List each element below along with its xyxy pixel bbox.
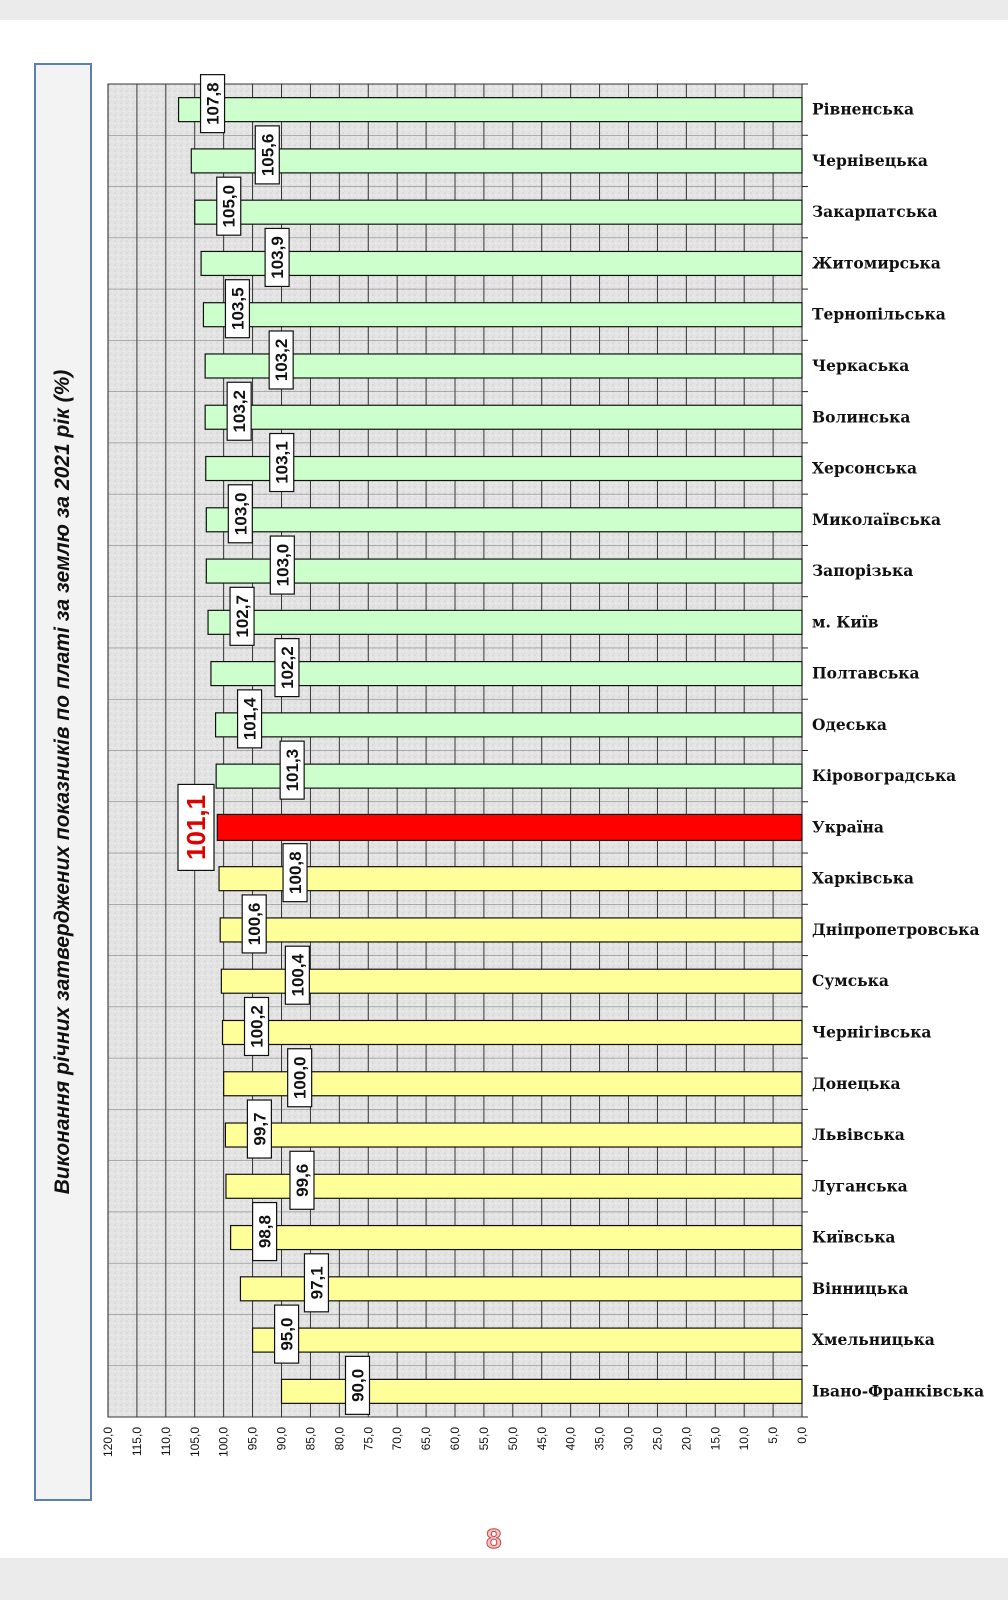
bar xyxy=(205,405,802,429)
value-tick-label: 55,0 xyxy=(476,1427,491,1451)
value-tick-label: 35,0 xyxy=(592,1427,607,1451)
bar xyxy=(191,149,802,173)
bar xyxy=(225,1123,802,1147)
category-label: Чернівецька xyxy=(812,150,928,170)
category-label: Житомирська xyxy=(812,253,941,273)
category-label: Закарпатська xyxy=(812,202,938,222)
value-tick-label: 10,0 xyxy=(737,1427,752,1451)
bar xyxy=(206,457,802,481)
value-tick-label: 15,0 xyxy=(708,1427,723,1451)
data-label: 100,0 xyxy=(290,1056,310,1100)
data-label: 101,3 xyxy=(283,748,303,792)
category-label: Івано-Франківська xyxy=(812,1381,985,1401)
data-label: 101,1 xyxy=(181,794,211,860)
category-label: Кіровоградська xyxy=(812,766,957,786)
data-label: 103,2 xyxy=(230,389,250,433)
chart-title: Виконання річних затверджених показників по платі за землю за 2021 рік (%) xyxy=(51,369,74,1195)
category-label: Львівська xyxy=(812,1125,905,1145)
bar xyxy=(201,251,802,275)
category-label: Черкаська xyxy=(812,355,910,375)
data-label: 103,5 xyxy=(228,287,248,330)
value-tick-label: 30,0 xyxy=(621,1427,636,1451)
data-label: 103,1 xyxy=(272,441,292,484)
category-label: Херсонська xyxy=(812,458,918,478)
bar xyxy=(217,814,802,840)
data-label: 103,2 xyxy=(272,338,292,382)
value-tick-label: 70,0 xyxy=(390,1427,405,1451)
data-label: 90,0 xyxy=(348,1368,368,1402)
category-label: Волинська xyxy=(812,407,911,427)
category-label: Миколаївська xyxy=(812,509,942,529)
value-tick-label: 95,0 xyxy=(245,1427,260,1451)
category-label: Тернопільська xyxy=(812,304,946,324)
data-label: 99,7 xyxy=(250,1112,270,1146)
data-label: 105,0 xyxy=(219,184,239,228)
category-label: Чернігівська xyxy=(812,1022,932,1042)
category-label: Дніпропетровська xyxy=(812,919,980,939)
data-label: 103,0 xyxy=(273,543,293,587)
value-tick-label: 25,0 xyxy=(650,1427,665,1451)
value-tick-label: 115,0 xyxy=(129,1427,144,1457)
bar xyxy=(231,1226,802,1250)
bar xyxy=(223,1020,802,1044)
bar xyxy=(179,98,802,122)
value-tick-label: 105,0 xyxy=(187,1427,202,1458)
value-tick-label: 45,0 xyxy=(534,1427,549,1451)
bar xyxy=(211,662,802,686)
category-label: Вінницька xyxy=(812,1278,909,1298)
category-label: Одеська xyxy=(812,714,887,734)
category-label: Україна xyxy=(812,817,884,837)
value-tick-label: 100,0 xyxy=(216,1427,231,1458)
value-tick-label: 20,0 xyxy=(679,1427,694,1451)
category-label: Харківська xyxy=(812,868,914,888)
data-label: 100,8 xyxy=(286,851,306,894)
bar xyxy=(195,200,802,224)
bar xyxy=(216,713,802,737)
bar xyxy=(253,1328,802,1352)
value-tick-label: 50,0 xyxy=(505,1427,520,1451)
bar xyxy=(205,354,802,378)
category-label: Донецька xyxy=(812,1073,901,1093)
category-label: Київська xyxy=(812,1227,896,1247)
value-tick-label: 65,0 xyxy=(419,1427,434,1451)
value-axis-ticks xyxy=(101,1427,809,1457)
data-label: 99,6 xyxy=(292,1163,312,1197)
value-tick-label: 40,0 xyxy=(563,1427,578,1451)
category-label: м. Київ xyxy=(812,612,879,632)
category-label: Запорізька xyxy=(812,561,914,581)
bar xyxy=(203,303,802,327)
data-label: 95,0 xyxy=(277,1317,297,1351)
data-label: 102,7 xyxy=(233,595,253,638)
page-number: 8 xyxy=(486,1523,502,1554)
category-labels xyxy=(812,100,984,1401)
value-tick-label: 60,0 xyxy=(448,1427,462,1451)
bar xyxy=(220,918,802,942)
data-label: 100,6 xyxy=(245,902,265,946)
data-label: 97,1 xyxy=(307,1266,327,1300)
data-label: 107,8 xyxy=(203,82,223,125)
data-label: 100,4 xyxy=(288,953,308,997)
bar xyxy=(208,610,802,634)
category-label: Сумська xyxy=(812,971,889,991)
value-tick-label: 75,0 xyxy=(361,1427,376,1451)
value-tick-label: 80,0 xyxy=(332,1427,347,1451)
value-tick-label: 5,0 xyxy=(766,1427,781,1444)
data-label: 103,0 xyxy=(231,492,251,536)
value-tick-label: 120,0 xyxy=(101,1427,115,1458)
value-tick-label: 0,0 xyxy=(795,1427,809,1444)
bar xyxy=(206,559,802,583)
category-label: Луганська xyxy=(812,1176,908,1196)
value-tick-label: 110,0 xyxy=(158,1427,173,1457)
bar xyxy=(206,508,802,532)
category-label: Полтавська xyxy=(812,663,920,683)
data-label: 103,9 xyxy=(268,236,288,279)
value-tick-label: 90,0 xyxy=(274,1427,289,1451)
category-label: Хмельницька xyxy=(812,1330,935,1350)
data-label: 105,6 xyxy=(258,133,278,177)
value-tick-label: 85,0 xyxy=(303,1427,318,1451)
data-label: 100,2 xyxy=(247,1005,267,1048)
data-label: 102,2 xyxy=(277,646,297,689)
data-label: 101,4 xyxy=(240,697,260,741)
data-label: 98,8 xyxy=(255,1215,275,1249)
category-label: Рівненська xyxy=(812,99,915,119)
